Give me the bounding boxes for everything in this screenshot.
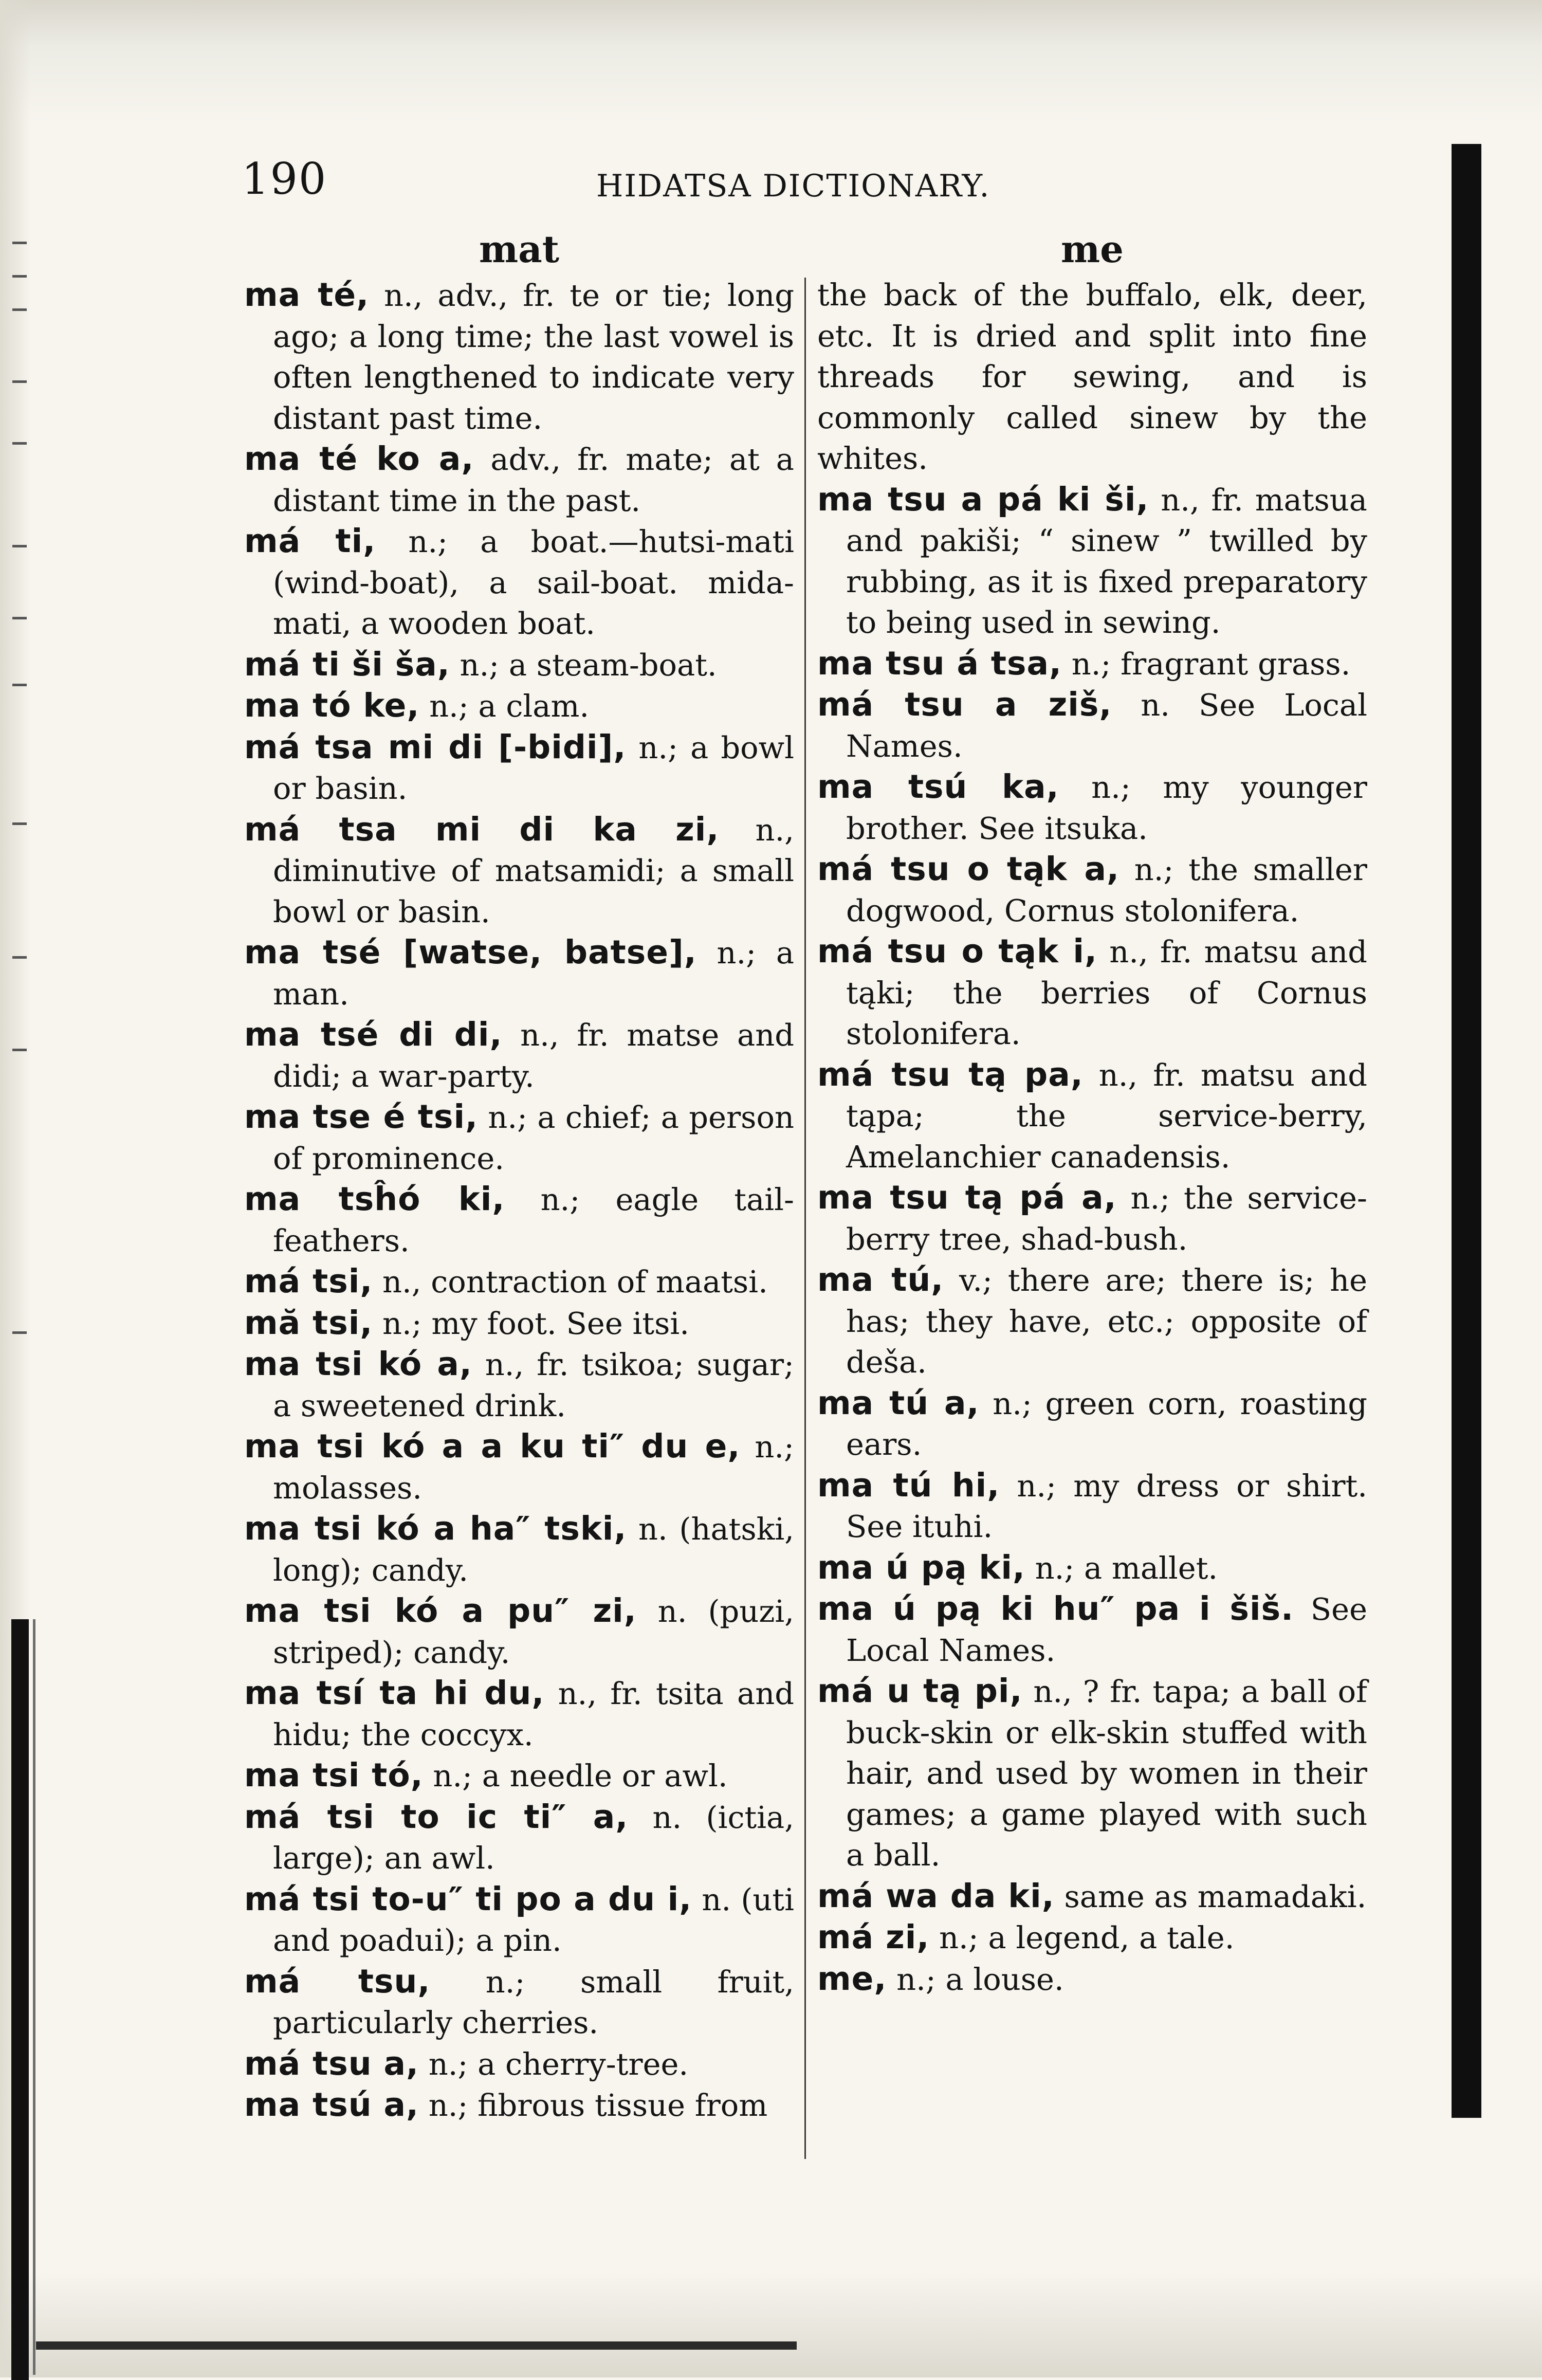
entry-headword: má tsu o tąk a,: [817, 850, 1119, 888]
entry-headword: má ti ši ša,: [244, 645, 450, 683]
entry-headword: má wa da ki,: [817, 1877, 1055, 1915]
dictionary-entry: [244, 1879, 794, 1961]
entry-definition: v.; there are; there is; he has; they have, etc.; opposite of deša.: [846, 1262, 1367, 1380]
page-edge-top: [0, 0, 1542, 123]
entry-definition: n., fr. matsua and pakiši; “ sinew ” twilled by rubbing, as it is fixed preparatory to being used in sewing.: [846, 482, 1367, 640]
entry-headword: má tsa mi di [-bidi],: [244, 728, 627, 766]
guide-word-right: me: [1061, 227, 1124, 271]
entry-definition: n.; a chief; a person of prominence.: [273, 1100, 794, 1176]
entry-definition: n.; the service-berry tree, shad-bush.: [846, 1180, 1367, 1257]
page-number: 190: [242, 154, 327, 204]
entry-definition: n.; my dress or shirt. See ituhi.: [846, 1468, 1367, 1544]
dictionary-entry: [244, 1096, 794, 1179]
entry-definition: n.; a mallet.: [1035, 1550, 1218, 1586]
dictionary-entry: [817, 1383, 1367, 1465]
entry-headword: má u tą pi,: [817, 1672, 1023, 1710]
scan-border-left: [11, 1619, 29, 2380]
entry-headword: má tsu o tąk i,: [817, 932, 1097, 970]
entry-definition: n., fr. tsita and hidu; the coccyx.: [273, 1676, 794, 1752]
dictionary-entry: [244, 727, 794, 809]
dictionary-entry: [244, 1755, 794, 1797]
entry-headword: ma tsé di di,: [244, 1016, 503, 1053]
entry-definition: n.; a bowl or basin.: [273, 729, 794, 806]
entry-headword: má tsu a ziš,: [817, 686, 1112, 723]
entry-definition: n.; molasses.: [273, 1429, 794, 1506]
entry-headword: má tsu tą pa,: [817, 1055, 1084, 1093]
entry-definition: the back of the buffalo, elk, deer, etc. It is dried and split into fine threads for sewing, and is commonly called sinew by the whites.: [817, 277, 1367, 476]
entry-definition: n.; my younger brother. See itsuka.: [846, 770, 1367, 846]
entry-definition: n., fr. tsikoa; sugar; a sweetened drink.: [273, 1347, 794, 1423]
entry-headword: ma tsi kó a,: [244, 1345, 472, 1383]
entry-headword: ma tú hi,: [817, 1466, 1000, 1504]
entry-headword: ma tsi kó a pu″ zi,: [244, 1592, 637, 1630]
dictionary-entry: [817, 1588, 1367, 1671]
guide-word-left: mat: [479, 227, 560, 271]
entry-headword: ma tsí ta hi du,: [244, 1674, 545, 1712]
dictionary-entry: [817, 1547, 1367, 1589]
column-divider: [804, 278, 806, 2159]
dictionary-entry: [244, 1673, 794, 1755]
dictionary-entry: [817, 1465, 1367, 1547]
entry-definition: n., adv., fr. te or tie; long ago; a long time; the last vowel is often lengthened to indicate very distant past time.: [273, 278, 795, 436]
entry-headword: ma tsi kó a ha″ tski,: [244, 1510, 627, 1547]
entry-definition: n. (puzi, striped); candy.: [273, 1594, 794, 1670]
entry-headword: má tsi to ic ti″ a,: [244, 1798, 629, 1836]
dictionary-entry: [244, 2043, 794, 2085]
dictionary-entry: [817, 1177, 1367, 1259]
dictionary-entry: [244, 1303, 794, 1344]
entry-definition: n.; eagle tail-feathers.: [273, 1182, 794, 1258]
entry-definition: n.; a cherry-tree.: [428, 2046, 689, 2082]
scan-stripe-left: [33, 1619, 35, 2375]
entry-definition: n.; a clam.: [429, 688, 590, 724]
dictionary-entry: [817, 1259, 1367, 1383]
dictionary-entry: [244, 1508, 794, 1590]
entry-definition: n. (ictia, large); an awl.: [273, 1799, 794, 1876]
entry-headword: má tsi,: [244, 1262, 373, 1300]
entry-definition: n., fr. matse and didi; a war-party.: [273, 1017, 794, 1094]
entry-list-right: [817, 274, 1367, 2000]
entry-definition: n.; fibrous tissue from: [428, 2088, 768, 2123]
entry-definition: n.; a boat.—hutsi-mati (wind-boat), a sail-boat. mida-mati, a wooden boat.: [273, 524, 795, 641]
entry-headword: ma tse é tsi,: [244, 1098, 478, 1136]
dictionary-entry: [244, 2084, 794, 2126]
entry-definition: n.; a legend, a tale.: [939, 1920, 1235, 1955]
entry-definition: n.; green corn, roasting ears.: [846, 1385, 1367, 1462]
entry-headword: ma tú a,: [817, 1384, 980, 1422]
entry-definition: n., fr. matsu and tąki; the berries of Cornus stolonifera.: [846, 934, 1367, 1051]
right-column: [817, 226, 1367, 2000]
entry-headword: ma té ko a,: [244, 440, 474, 478]
entry-headword: ma tsu a pá ki ši,: [817, 480, 1149, 518]
entry-definition: n., diminutive of matsamidi; a small bowl or basin.: [273, 812, 794, 929]
entry-definition: n.; a man.: [273, 935, 794, 1012]
dictionary-entry: [244, 1014, 794, 1096]
dictionary-entry: [244, 809, 794, 932]
entry-headword: má ti,: [244, 522, 376, 560]
entry-headword: má zi,: [817, 1918, 930, 1956]
entry-headword: ma té,: [244, 276, 370, 314]
dictionary-entry: [817, 479, 1367, 643]
dictionary-entry: [244, 438, 794, 521]
entry-definition: n.; a steam-boat.: [460, 647, 717, 683]
dictionary-entry: [817, 1917, 1367, 1958]
entry-headword: ma tó ke,: [244, 687, 420, 724]
dictionary-entry: [817, 643, 1367, 685]
entry-headword: ma tsĥó ki,: [244, 1180, 505, 1218]
entry-definition: n., contraction of maatsi.: [382, 1264, 768, 1299]
entry-headword: ma tsú ka,: [817, 768, 1059, 805]
entry-definition: n.; a needle or awl.: [433, 1758, 728, 1793]
entry-headword: má tsi to-u″ ti po a du i,: [244, 1880, 692, 1918]
entry-headword: ma tsu tą pá a,: [817, 1179, 1117, 1216]
dictionary-entry: [244, 1344, 794, 1426]
entry-headword: mă tsi,: [244, 1304, 373, 1342]
entry-definition: n. (uti and poadui); a pin.: [273, 1881, 794, 1958]
dictionary-entry: [244, 685, 794, 727]
dictionary-entry: [244, 1179, 794, 1261]
entry-headword: má tsu a,: [244, 2044, 419, 2082]
scan-bottom-rule: [36, 2341, 797, 2350]
entry-definition: n. See Local Names.: [846, 687, 1367, 764]
entry-headword: ma tú,: [817, 1261, 944, 1298]
dictionary-entry: [817, 1054, 1367, 1178]
dictionary-entry: [244, 1961, 794, 2043]
entry-definition: same as mamadaki.: [1064, 1878, 1367, 1914]
entry-headword: ma tsi kó a a ku ti″ du e,: [244, 1427, 741, 1465]
dictionary-entry: [244, 1590, 794, 1673]
entry-headword: ma tsé [watse, batse],: [244, 933, 697, 971]
entry-definition: n.; my foot. See itsi.: [382, 1305, 690, 1341]
left-column: [244, 226, 794, 2126]
dictionary-entry: [244, 274, 794, 438]
entry-definition: n.; fragrant grass.: [1071, 646, 1351, 682]
entry-headword: má tsa mi di ka zi,: [244, 810, 720, 848]
dictionary-entry: [244, 1426, 794, 1508]
dictionary-entry: [817, 931, 1367, 1054]
scan-border-right: [1452, 144, 1481, 2118]
entry-headword: ma ú pą ki hu″ pa i šiš.: [817, 1590, 1294, 1627]
dictionary-entry: [817, 684, 1367, 766]
dictionary-entry: [817, 849, 1367, 931]
entry-definition: n., ? fr. tapa; a ball of buck-skin or elk-skin stuffed with hair, and used by women in their games; a game played with such a ball.: [846, 1674, 1368, 1873]
dictionary-entry: [817, 1958, 1367, 2000]
dictionary-entry: [244, 1797, 794, 1879]
page-edge-bottom: [0, 2272, 1542, 2377]
dictionary-entry: [817, 766, 1367, 849]
dictionary-entry: [244, 932, 794, 1014]
entry-definition: n.; small fruit, particularly cherries.: [273, 1964, 794, 2040]
entry-definition: n.; a louse.: [896, 1961, 1064, 1997]
dictionary-entry: [817, 1876, 1367, 1917]
dictionary-entry: [244, 1261, 794, 1303]
entry-headword: ma tsi tó,: [244, 1756, 424, 1794]
dictionary-entry: [244, 521, 794, 644]
entry-list-left: [244, 274, 794, 2126]
entry-headword: ma tsú a,: [244, 2086, 419, 2123]
dictionary-entry: [817, 1671, 1367, 1876]
entry-definition: See Local Names.: [846, 1591, 1367, 1668]
entry-headword: ma tsu á tsa,: [817, 644, 1062, 682]
entry-headword: má tsu,: [244, 1962, 431, 2000]
dictionary-entry: [817, 274, 1367, 479]
entry-headword: me,: [817, 1960, 887, 1998]
dictionary-entry: [244, 644, 794, 686]
running-title: HIDATSA DICTIONARY.: [596, 168, 990, 204]
entry-definition: n.; the smaller dogwood, Cornus stolonifera.: [846, 852, 1367, 928]
entry-definition: n. (hatski, long); candy.: [273, 1511, 794, 1588]
entry-definition: adv., fr. mate; at a distant time in the past.: [273, 442, 794, 518]
entry-headword: ma ú pą ki,: [817, 1548, 1025, 1586]
entry-definition: n., fr. matsu and tąpa; the service-berry, Amelanchier canadensis.: [846, 1057, 1368, 1175]
